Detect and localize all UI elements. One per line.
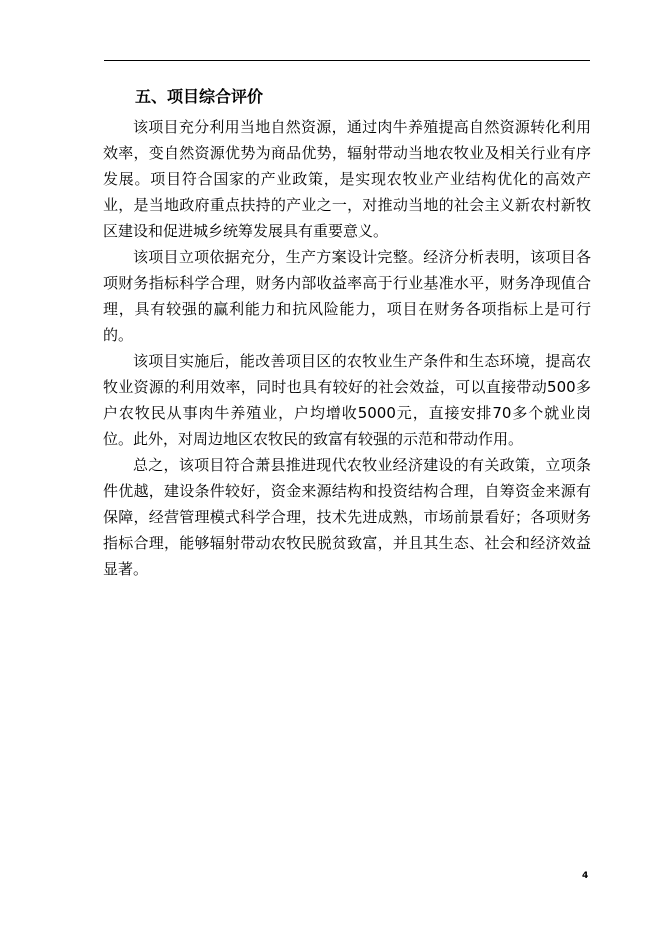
page-content bbox=[103, 86, 591, 582]
page-number: 4 bbox=[582, 871, 589, 881]
paragraph-4: 总之，该项目符合萧县推进现代农牧业经济建设的有关政策，立项条件优越，建设条件较好，资金来源结构和投资结构合理，自筹资金来源有保障，经营管理模式科学合理，技术先进成熟，市场前景看好；各项财务指标合理，能够辐射带动农牧民脱贫致富，并且其生态、社会和经济效益显著。 bbox=[103, 456, 591, 578]
paragraph-1: 该项目充分利用当地自然资源，通过肉牛养殖提高自然资源转化利用效率，变自然资源优势为商品优势，辐射带动当地农牧业及相关行业有序发展。项目符合国家的产业政策，是实现农牧业产业结构优化的高效产业，是当地政府重点扶持的产业之一，对推动当地的社会主义新农村新牧区建设和促进城乡统筹发展具有重要意义。 bbox=[103, 118, 591, 240]
section-heading: 五、项目综合评价 bbox=[135, 87, 264, 106]
header-rule bbox=[104, 60, 590, 61]
paragraph-2: 该项目立项依据充分，生产方案设计完整。经济分析表明，该项目各项财务指标科学合理，财务内部收益率高于行业基准水平，财务净现值合理，具有较强的赢利能力和抗风险能力，项目在财务各项指标上是可行的。 bbox=[103, 248, 591, 344]
paragraph-3: 该项目实施后，能改善项目区的农牧业生产条件和生态环境，提高农牧业资源的利用效率，同时也具有较好的社会效益，可以直接带动500多户农牧民从事肉牛养殖业，户均增收5000元，直接安排70多个就业岗位。此外，对周边地区农牧民的致富有较强的示范和带动作用。 bbox=[103, 352, 591, 448]
